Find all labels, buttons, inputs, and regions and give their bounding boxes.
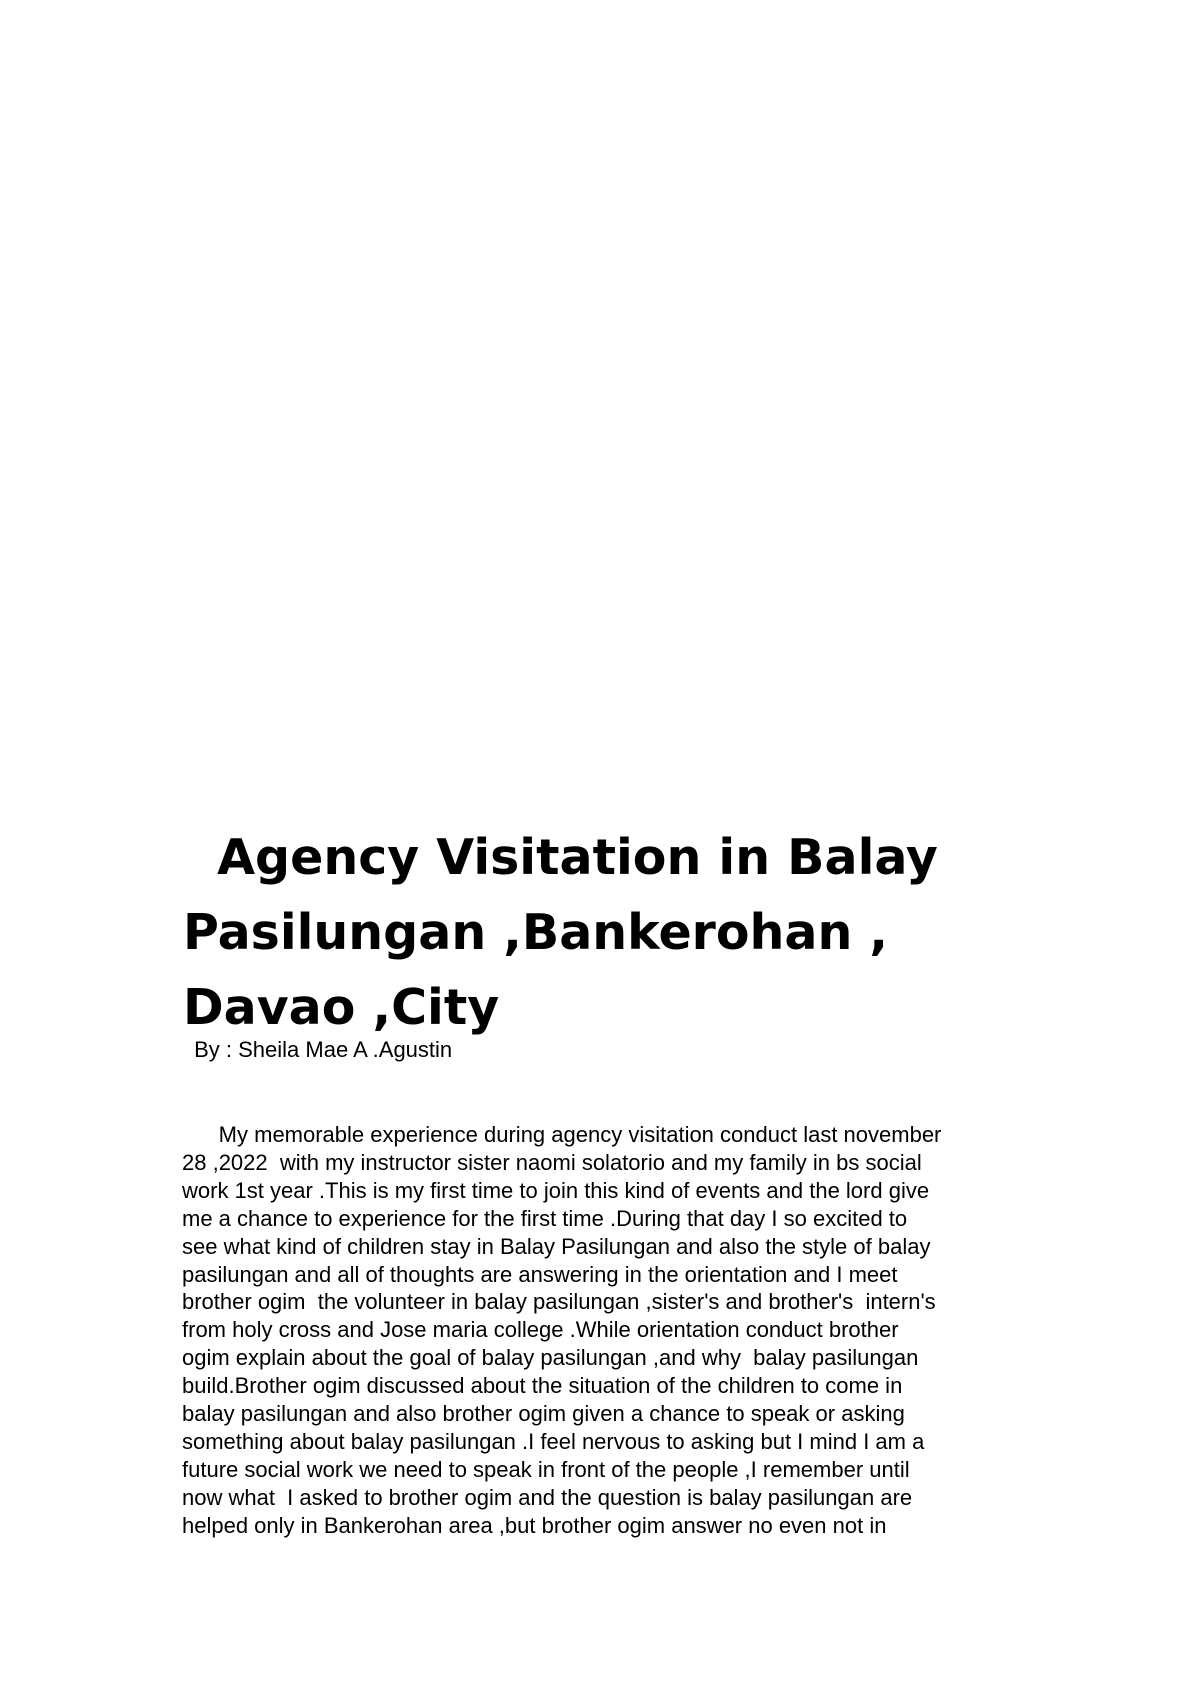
body-line: now what I asked to brother ogim and the question is balay pasilungan are: [182, 1484, 913, 1510]
body-line: brother ogim the volunteer in balay pasilungan ,sister's and brother's intern's: [182, 1289, 936, 1315]
title-line: Agency Visitation in Balay: [183, 829, 938, 886]
body-line: balay pasilungan and also brother ogim given a chance to speak or asking: [182, 1401, 905, 1427]
body-line: helped only in Bankerohan area ,but brother ogim answer no even not in: [182, 1512, 887, 1538]
body-line: build.Brother ogim discussed about the situation of the children to come in: [182, 1373, 903, 1399]
body-line: My memorable experience during agency visitation conduct last november: [182, 1122, 942, 1147]
body-line: something about balay pasilungan .I feel nervous to asking but I mind I am a: [182, 1428, 925, 1454]
body-line: 28 ,2022 with my instructor sister naomi solatorio and my family in bs social: [182, 1149, 922, 1175]
body-line: pasilungan and all of thoughts are answering in the orientation and I meet: [182, 1261, 898, 1287]
body-line: see what kind of children stay in Balay Pasilungan and also the style of balay: [182, 1233, 931, 1259]
body-line: me a chance to experience for the first time .During that day I so excited to: [182, 1205, 908, 1231]
title-line: Pasilungan ,Bankerohan ,: [183, 904, 889, 961]
author-byline: By : Sheila Mae A .Agustin: [188, 1037, 453, 1062]
body-line: future social work we need to speak in front of the people ,I remember until: [182, 1456, 910, 1482]
body-line: work 1st year .This is my first time to join this kind of events and the lord give: [182, 1177, 930, 1203]
title-line: Davao ,City: [183, 979, 500, 1036]
body-line: ogim explain about the goal of balay pasilungan ,and why balay pasilungan: [182, 1345, 919, 1371]
body-paragraph: [182, 1121, 1042, 1540]
document-title: [183, 820, 1043, 1045]
body-line: from holy cross and Jose maria college .While orientation conduct brother: [182, 1317, 899, 1343]
